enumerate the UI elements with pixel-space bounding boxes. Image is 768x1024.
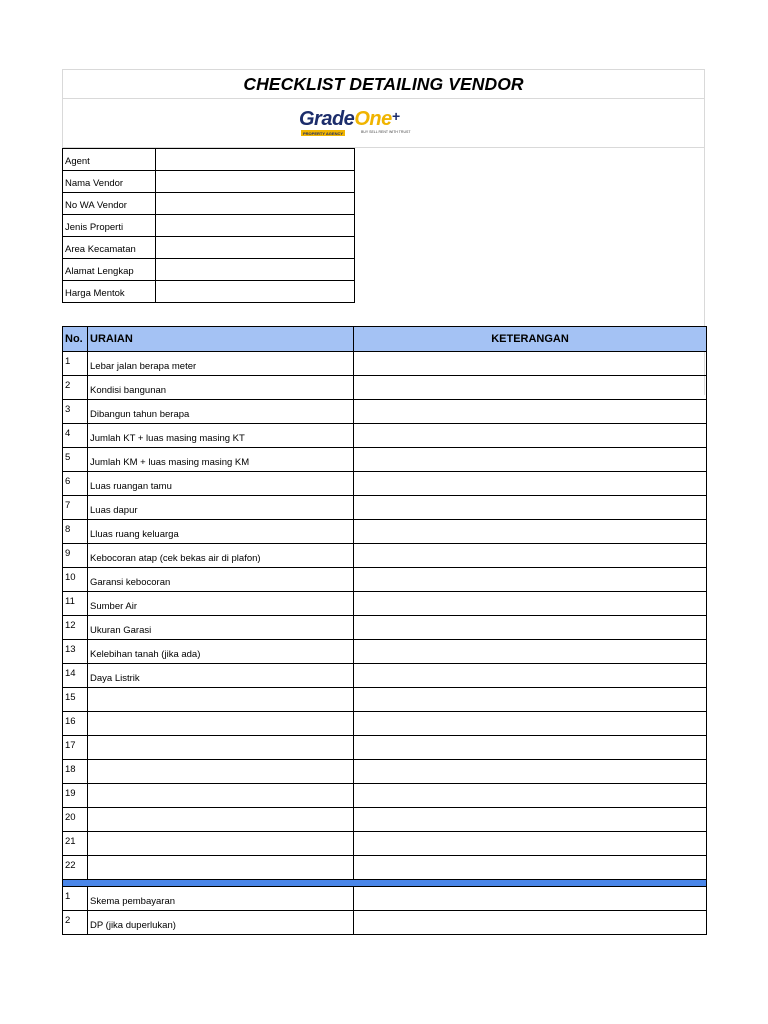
table-row <box>63 832 707 856</box>
header-no: No. <box>63 327 88 352</box>
separator-bar <box>63 880 707 887</box>
table-row <box>63 472 707 496</box>
row-keterangan[interactable] <box>354 808 707 832</box>
logo-wordmark: GradeOne+ <box>299 108 400 130</box>
table-row <box>63 640 707 664</box>
table-row <box>63 688 707 712</box>
row-keterangan[interactable] <box>354 472 707 496</box>
row-number: 7 <box>63 496 88 520</box>
row-uraian[interactable]: Jumlah KT + luas masing masing KT <box>88 424 354 448</box>
row-number: 15 <box>63 688 88 712</box>
row-number: 2 <box>63 911 88 935</box>
table-row <box>63 568 707 592</box>
row-number: 5 <box>63 448 88 472</box>
checklist-table <box>62 326 707 935</box>
row-uraian[interactable] <box>88 736 354 760</box>
logo-badge: PROPERTY AGENCY <box>303 130 344 136</box>
info-label: Area Kecamatan <box>63 237 156 259</box>
row-number: 1 <box>63 887 88 911</box>
table-row <box>63 400 707 424</box>
checklist-header-row <box>63 327 707 352</box>
table-row <box>63 352 707 376</box>
table-row <box>63 520 707 544</box>
row-number: 16 <box>63 712 88 736</box>
row-uraian[interactable]: Lebar jalan berapa meter <box>88 352 354 376</box>
row-keterangan[interactable] <box>354 376 707 400</box>
info-value-cell[interactable] <box>156 259 355 281</box>
row-number: 2 <box>63 376 88 400</box>
row-number: 18 <box>63 760 88 784</box>
info-label: Nama Vendor <box>63 171 156 193</box>
row-keterangan[interactable] <box>354 592 707 616</box>
table-row <box>63 856 707 880</box>
table-row <box>63 448 707 472</box>
table-row <box>63 736 707 760</box>
row-uraian[interactable]: DP (jika duperlukan) <box>88 911 354 935</box>
row-keterangan[interactable] <box>354 712 707 736</box>
row-number: 22 <box>63 856 88 880</box>
row-number: 20 <box>63 808 88 832</box>
row-number: 12 <box>63 616 88 640</box>
row-uraian[interactable] <box>88 856 354 880</box>
row-uraian[interactable]: Kebocoran atap (cek bekas air di plafon) <box>88 544 354 568</box>
row-number: 19 <box>63 784 88 808</box>
row-keterangan[interactable] <box>354 911 707 935</box>
table-row <box>63 424 707 448</box>
row-keterangan[interactable] <box>354 400 707 424</box>
row-uraian[interactable]: Lluas ruang keluarga <box>88 520 354 544</box>
row-number: 11 <box>63 592 88 616</box>
info-label: Agent <box>63 149 156 171</box>
row-uraian[interactable]: Luas ruangan tamu <box>88 472 354 496</box>
info-row <box>63 149 355 171</box>
row-number: 4 <box>63 424 88 448</box>
table-row <box>63 664 707 688</box>
row-uraian[interactable] <box>88 712 354 736</box>
row-keterangan[interactable] <box>354 688 707 712</box>
vendor-info-table <box>62 148 355 303</box>
info-row <box>63 237 355 259</box>
row-keterangan[interactable] <box>354 568 707 592</box>
row-uraian[interactable]: Garansi kebocoran <box>88 568 354 592</box>
row-keterangan[interactable] <box>354 760 707 784</box>
row-number: 17 <box>63 736 88 760</box>
table-row <box>63 911 707 935</box>
row-keterangan[interactable] <box>354 448 707 472</box>
row-uraian[interactable] <box>88 688 354 712</box>
row-uraian[interactable] <box>88 760 354 784</box>
info-value-cell[interactable] <box>156 237 355 259</box>
page-title: CHECKLIST DETAILING VENDOR <box>243 73 524 94</box>
row-uraian[interactable] <box>88 832 354 856</box>
info-row <box>63 259 355 281</box>
row-uraian[interactable]: Skema pembayaran <box>88 887 354 911</box>
header-uraian: URAIAN <box>88 327 354 352</box>
row-number: 13 <box>63 640 88 664</box>
row-keterangan[interactable] <box>354 887 707 911</box>
info-label: Jenis Properti <box>63 215 156 237</box>
gradeone-logo <box>299 108 429 140</box>
info-row <box>63 193 355 215</box>
row-uraian[interactable]: Kelebihan tanah (jika ada) <box>88 640 354 664</box>
row-uraian[interactable]: Jumlah KM + luas masing masing KM <box>88 448 354 472</box>
row-keterangan[interactable] <box>354 616 707 640</box>
row-keterangan[interactable] <box>354 520 707 544</box>
row-uraian[interactable]: Kondisi bangunan <box>88 376 354 400</box>
row-keterangan[interactable] <box>354 544 707 568</box>
row-keterangan[interactable] <box>354 496 707 520</box>
table-row <box>63 712 707 736</box>
row-keterangan[interactable] <box>354 856 707 880</box>
row-keterangan[interactable] <box>354 736 707 760</box>
row-number: 3 <box>63 400 88 424</box>
row-uraian[interactable]: Dibangun tahun berapa <box>88 400 354 424</box>
logo-tagline: BUY SELL RENT WITH TRUST <box>361 130 411 134</box>
table-row <box>63 784 707 808</box>
logo-row <box>62 99 705 148</box>
row-keterangan[interactable] <box>354 424 707 448</box>
info-label: Alamat Lengkap <box>63 259 156 281</box>
table-row <box>63 496 707 520</box>
row-uraian[interactable]: Ukuran Garasi <box>88 616 354 640</box>
info-value-cell[interactable] <box>156 193 355 215</box>
row-keterangan[interactable] <box>354 832 707 856</box>
title-row <box>62 69 705 99</box>
info-row <box>63 281 355 303</box>
row-number: 9 <box>63 544 88 568</box>
info-value-cell[interactable] <box>156 171 355 193</box>
table-row <box>63 544 707 568</box>
table-row <box>63 376 707 400</box>
row-uraian[interactable] <box>88 784 354 808</box>
row-uraian[interactable] <box>88 808 354 832</box>
info-value-cell[interactable] <box>156 149 355 171</box>
header-keterangan: KETERANGAN <box>354 327 707 352</box>
info-value-cell[interactable] <box>156 215 355 237</box>
info-row <box>63 215 355 237</box>
table-row <box>63 808 707 832</box>
table-row <box>63 616 707 640</box>
section-separator <box>63 880 707 887</box>
row-keterangan[interactable] <box>354 352 707 376</box>
row-keterangan[interactable] <box>354 640 707 664</box>
row-uraian[interactable]: Daya Listrik <box>88 664 354 688</box>
row-keterangan[interactable] <box>354 664 707 688</box>
row-number: 6 <box>63 472 88 496</box>
row-number: 8 <box>63 520 88 544</box>
table-row <box>63 887 707 911</box>
info-label: Harga Mentok <box>63 281 156 303</box>
row-number: 1 <box>63 352 88 376</box>
info-value-cell[interactable] <box>156 281 355 303</box>
row-number: 10 <box>63 568 88 592</box>
info-row <box>63 171 355 193</box>
info-label: No WA Vendor <box>63 193 156 215</box>
table-row <box>63 592 707 616</box>
row-uraian[interactable]: Luas dapur <box>88 496 354 520</box>
table-row <box>63 760 707 784</box>
row-uraian[interactable]: Sumber Air <box>88 592 354 616</box>
row-keterangan[interactable] <box>354 784 707 808</box>
row-number: 21 <box>63 832 88 856</box>
row-number: 14 <box>63 664 88 688</box>
